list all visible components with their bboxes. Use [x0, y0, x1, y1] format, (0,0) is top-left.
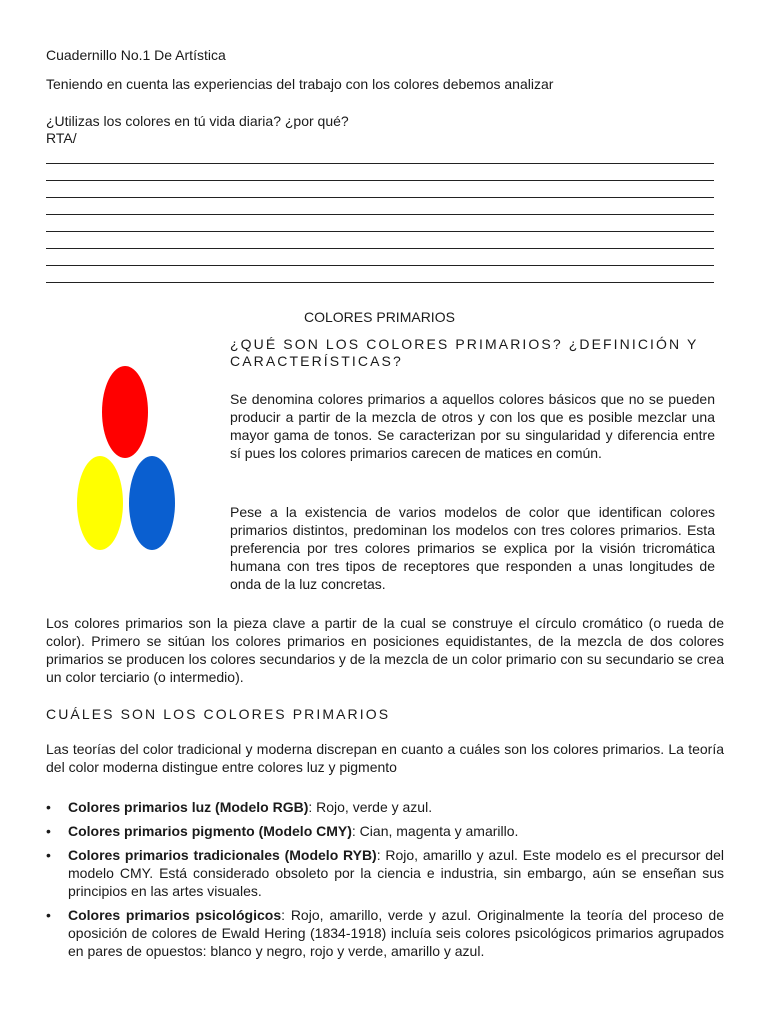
list-item-term: Colores primarios luz (Modelo RGB) [68, 799, 309, 815]
bullet-list [46, 798, 724, 966]
blue-ellipse [129, 456, 175, 550]
primary-colors-illustration [58, 360, 188, 555]
answer-line [46, 231, 714, 232]
answer-line [46, 248, 714, 249]
list-item [46, 846, 724, 900]
list-item [46, 822, 724, 840]
answer-line [46, 265, 714, 266]
bullet-icon: • [46, 847, 51, 863]
bullet-icon: • [46, 823, 51, 839]
paragraph-theories: Las teorías del color tradicional y moderna discrepan en cuanto a cuáles son los colores primarios. La teoría del color moderna distingue entre colores luz y pigmento [46, 741, 724, 775]
list-item-text: : Cian, magenta y amarillo. [351, 823, 519, 839]
subheading: CUÁLES SON LOS COLORES PRIMARIOS [46, 706, 391, 722]
section-title: COLORES PRIMARIOS [304, 309, 455, 325]
answer-label: RTA/ [46, 130, 77, 146]
document-title: Cuadernillo No.1 De Artística [46, 47, 226, 63]
list-item-term: Colores primarios pigmento (Modelo CMY) [68, 823, 352, 839]
question-text: ¿Utilizas los colores en tú vida diaria? ¿por qué? [46, 113, 349, 129]
section-heading: ¿QUÉ SON LOS COLORES PRIMARIOS? ¿DEFINICIÓN Y CARACTERÍSTICAS? [230, 336, 699, 369]
yellow-ellipse [77, 456, 123, 550]
list-item-text: : Rojo, amarillo y azul. Este modelo es el precursor del modelo CMY. Está considerado obsoleto por la ciencia e industria, sin embargo, aún se enseñan sus principios en las artes visuales. [68, 847, 724, 899]
list-item [46, 798, 724, 816]
paragraph-color-wheel: Los colores primarios son la pieza clave a partir de la cual se construye el círculo cromático (o rueda de color). Primero se sitúan los colores primarios en posiciones equidistantes, de la mezcla de dos colores primarios se producen los colores secundarios y de la mezcla de un color primario con su secundario se crea un color terciario (o intermedio). [46, 615, 724, 685]
list-item [46, 906, 724, 960]
red-ellipse [102, 366, 148, 458]
list-item-term: Colores primarios psicológicos [68, 907, 282, 923]
answer-line [46, 214, 714, 215]
bullet-icon: • [46, 907, 51, 923]
list-item-text: : Rojo, amarillo, verde y azul. Originalmente la teoría del proceso de oposición de colores de Ewald Hering (1834-1918) incluía seis colores psicológicos primarios agrupados en pares de opuestos: blanco y negro, rojo y verde, amarillo y azul. [68, 907, 725, 959]
answer-line [46, 163, 714, 164]
answer-line [46, 197, 714, 198]
paragraph-models: Pese a la existencia de varios modelos de color que identifican colores primarios distintos, predominan los modelos con tres colores primarios. Esta preferencia por tres colores primarios se explica por la visión tricromática humana con tres tipos de receptores que responden a unas longitudes de onda de la luz concretas. [230, 504, 715, 592]
bullet-icon: • [46, 799, 51, 815]
paragraph-definition: Se denomina colores primarios a aquellos colores básicos que no se pueden producir a partir de la mezcla de otros y con los que es posible mezclar una mayor gama de tonos. Se caracterizan por su singularidad y diferencia entre sí pues los colores primarios carecen de matices en común. [230, 391, 715, 461]
list-item-text: : Rojo, verde y azul. [308, 799, 433, 815]
intro-text: Teniendo en cuenta las experiencias del trabajo con los colores debemos analizar [46, 76, 554, 92]
answer-line [46, 180, 714, 181]
primary-colors-figure [58, 360, 188, 555]
list-item-term: Colores primarios tradicionales (Modelo RYB) [68, 847, 377, 863]
answer-line [46, 282, 714, 283]
